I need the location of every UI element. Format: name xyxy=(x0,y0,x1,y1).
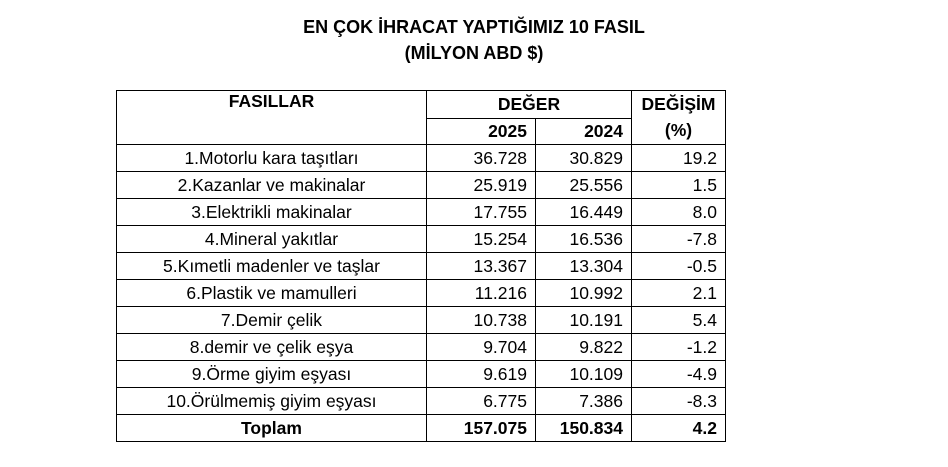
row-value-2024: 9.822 xyxy=(536,334,632,361)
row-value-2025: 9.619 xyxy=(427,361,536,388)
row-value-2025: 9.704 xyxy=(427,334,536,361)
row-value-2025: 25.919 xyxy=(427,172,536,199)
header-degisim-label: DEĞİŞİM xyxy=(641,94,716,114)
table-row xyxy=(117,280,726,307)
header-row-1 xyxy=(117,91,726,119)
table-title xyxy=(0,14,948,66)
table-row xyxy=(117,334,726,361)
total-label: Toplam xyxy=(117,415,427,442)
table-row xyxy=(117,253,726,280)
row-label: 6.Plastik ve mamulleri xyxy=(117,280,427,307)
row-value-2024: 16.536 xyxy=(536,226,632,253)
total-change: 4.2 xyxy=(632,415,726,442)
row-change: -7.8 xyxy=(632,226,726,253)
row-label: 8.demir ve çelik eşya xyxy=(117,334,427,361)
row-value-2025: 15.254 xyxy=(427,226,536,253)
row-change: -0.5 xyxy=(632,253,726,280)
row-value-2024: 13.304 xyxy=(536,253,632,280)
total-row xyxy=(117,415,726,442)
row-value-2024: 10.191 xyxy=(536,307,632,334)
row-value-2024: 30.829 xyxy=(536,145,632,172)
row-label: 2.Kazanlar ve makinalar xyxy=(117,172,427,199)
row-value-2024: 16.449 xyxy=(536,199,632,226)
row-value-2024: 10.109 xyxy=(536,361,632,388)
table-row xyxy=(117,226,726,253)
row-value-2024: 10.992 xyxy=(536,280,632,307)
header-degisim xyxy=(632,91,726,145)
header-deger: DEĞER xyxy=(427,91,632,119)
row-change: -1.2 xyxy=(632,334,726,361)
table-row xyxy=(117,172,726,199)
table-row xyxy=(117,388,726,415)
row-label: 7.Demir çelik xyxy=(117,307,427,334)
table-row xyxy=(117,199,726,226)
title-line-2: (MİLYON ABD $) xyxy=(404,43,544,63)
row-change: 5.4 xyxy=(632,307,726,334)
row-change: 19.2 xyxy=(632,145,726,172)
row-label: 1.Motorlu kara taşıtları xyxy=(117,145,427,172)
row-value-2024: 7.386 xyxy=(536,388,632,415)
header-year-2025: 2025 xyxy=(427,119,536,145)
table-row xyxy=(117,307,726,334)
row-change: 1.5 xyxy=(632,172,726,199)
row-change: -4.9 xyxy=(632,361,726,388)
row-change: -8.3 xyxy=(632,388,726,415)
header-year-2024: 2024 xyxy=(536,119,632,145)
row-value-2025: 11.216 xyxy=(427,280,536,307)
table-body xyxy=(117,145,726,415)
table-row xyxy=(117,145,726,172)
row-value-2025: 17.755 xyxy=(427,199,536,226)
row-value-2025: 13.367 xyxy=(427,253,536,280)
row-label: 4.Mineral yakıtlar xyxy=(117,226,427,253)
header-fasillar: FASILLAR xyxy=(117,91,427,145)
header-degisim-unit: (%) xyxy=(664,120,693,140)
row-label: 5.Kımetli madenler ve taşlar xyxy=(117,253,427,280)
row-value-2025: 36.728 xyxy=(427,145,536,172)
row-value-2025: 10.738 xyxy=(427,307,536,334)
row-label: 10.Örülmemiş giyim eşyası xyxy=(117,388,427,415)
export-table xyxy=(116,90,726,442)
row-value-2025: 6.775 xyxy=(427,388,536,415)
row-change: 2.1 xyxy=(632,280,726,307)
title-line-1: EN ÇOK İHRACAT YAPTIĞIMIZ 10 FASIL xyxy=(303,17,645,37)
row-label: 9.Örme giyim eşyası xyxy=(117,361,427,388)
row-change: 8.0 xyxy=(632,199,726,226)
row-value-2024: 25.556 xyxy=(536,172,632,199)
total-2024: 150.834 xyxy=(536,415,632,442)
table-row xyxy=(117,361,726,388)
row-label: 3.Elektrikli makinalar xyxy=(117,199,427,226)
total-2025: 157.075 xyxy=(427,415,536,442)
